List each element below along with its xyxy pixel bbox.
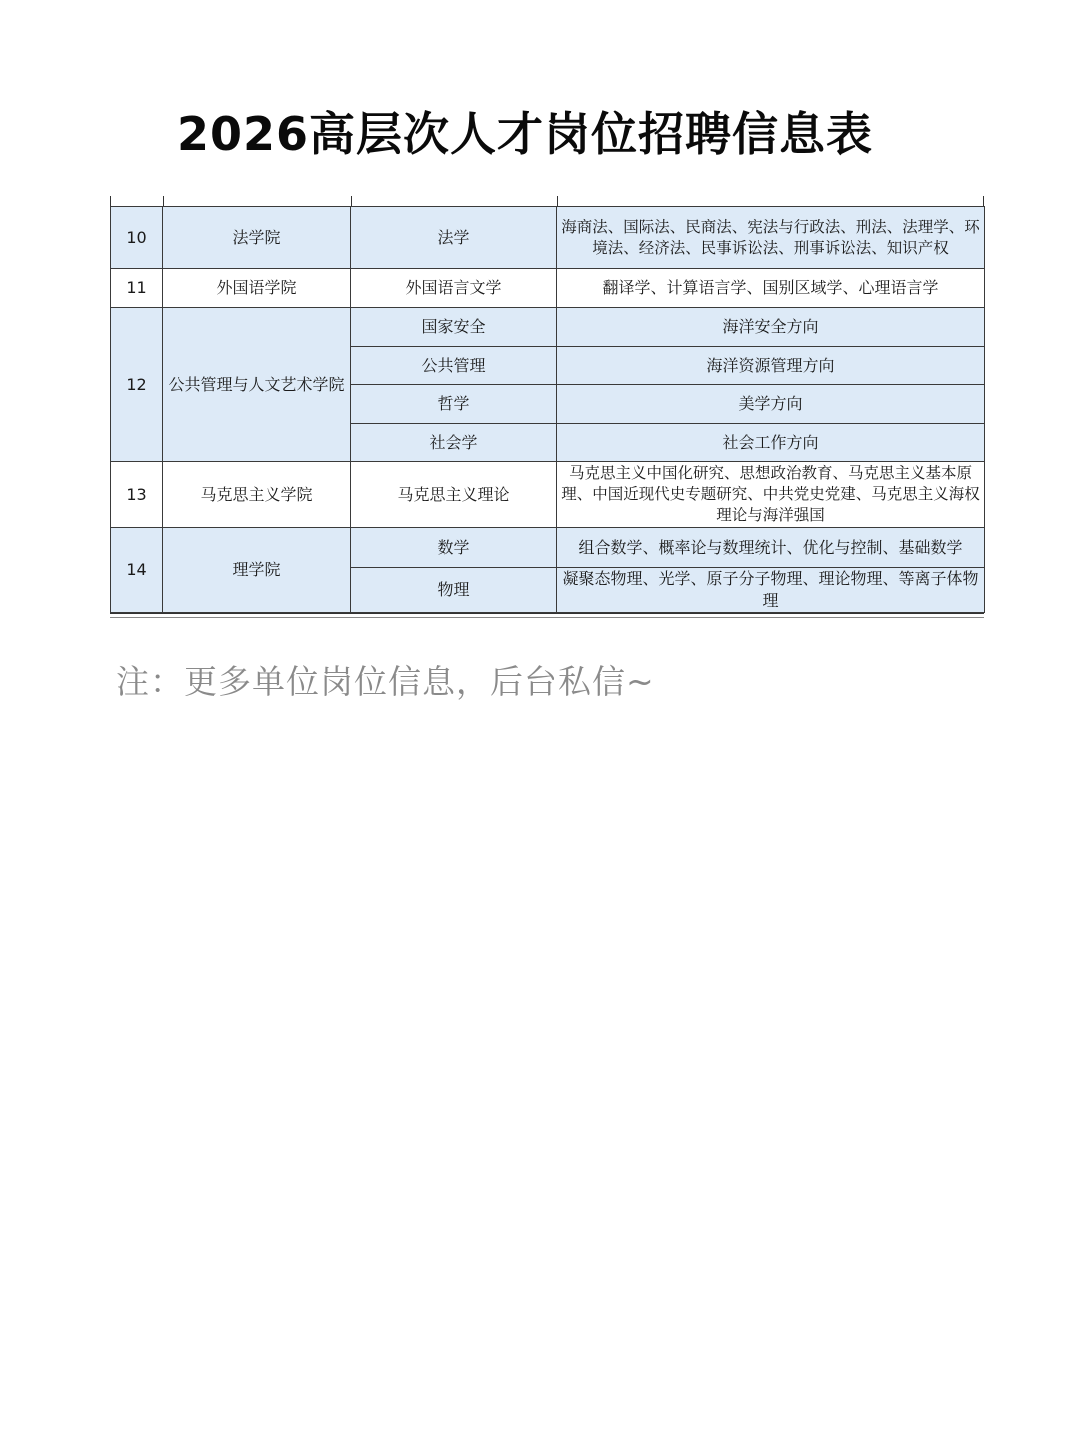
college-name: 外国语学院	[163, 269, 351, 308]
major-name: 社会学	[351, 424, 557, 462]
major-name: 国家安全	[351, 308, 557, 347]
research-direction: 马克思主义中国化研究、思想政治教育、马克思主义基本原理、中国近现代史专题研究、中共党史党建、马克思主义海权理论与海洋强国	[557, 462, 985, 528]
college-name: 法学院	[163, 207, 351, 269]
table-bottom-edge	[110, 613, 984, 618]
major-name: 马克思主义理论	[351, 462, 557, 528]
table-top-stub	[110, 196, 984, 206]
row-number: 10	[111, 207, 163, 269]
row-number: 12	[111, 308, 163, 462]
table-row	[111, 462, 985, 528]
major-name: 物理	[351, 568, 557, 613]
research-direction: 社会工作方向	[557, 424, 985, 462]
row-number: 11	[111, 269, 163, 308]
jobs-table	[110, 206, 985, 613]
research-direction: 海洋资源管理方向	[557, 347, 985, 385]
major-name: 哲学	[351, 385, 557, 424]
college-name: 马克思主义学院	[163, 462, 351, 528]
college-name: 理学院	[163, 528, 351, 613]
table-row	[111, 269, 985, 308]
research-direction: 海商法、国际法、民商法、宪法与行政法、刑法、法理学、环境法、经济法、民事诉讼法、刑事诉讼法、知识产权	[557, 207, 985, 269]
major-name: 数学	[351, 528, 557, 568]
major-name: 法学	[351, 207, 557, 269]
research-direction: 组合数学、概率论与数理统计、优化与控制、基础数学	[557, 528, 985, 568]
major-name: 公共管理	[351, 347, 557, 385]
research-direction: 美学方向	[557, 385, 985, 424]
research-direction: 翻译学、计算语言学、国别区域学、心理语言学	[557, 269, 985, 308]
table-row	[111, 528, 985, 568]
page-title: 2026高层次人才岗位招聘信息表	[176, 107, 874, 161]
major-name: 外国语言文学	[351, 269, 557, 308]
table-row	[111, 207, 985, 269]
research-direction: 凝聚态物理、光学、原子分子物理、理论物理、等离子体物理	[557, 568, 985, 613]
table-row	[111, 308, 985, 347]
row-number: 13	[111, 462, 163, 528]
row-number: 14	[111, 528, 163, 613]
college-name: 公共管理与人文艺术学院	[163, 308, 351, 462]
footer-note: 注：更多单位岗位信息，后台私信~	[116, 662, 655, 701]
research-direction: 海洋安全方向	[557, 308, 985, 347]
recruitment-table	[110, 196, 984, 618]
